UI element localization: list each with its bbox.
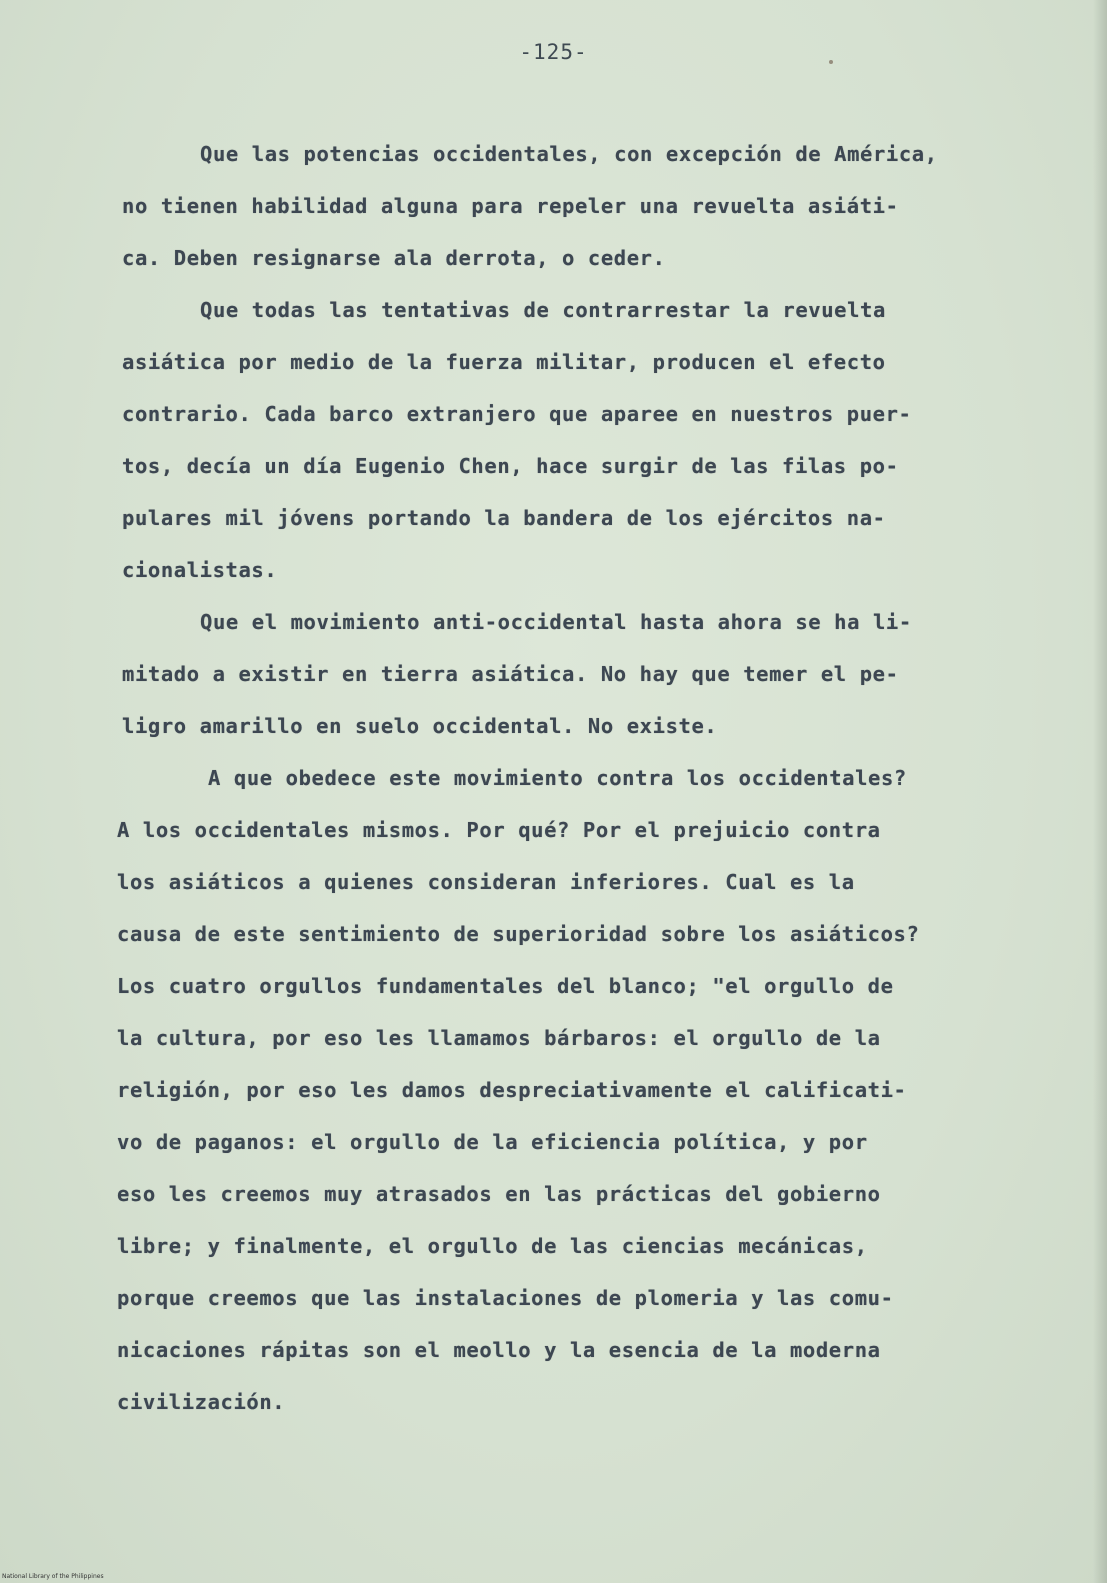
text-line: eso les creemos muy atrasados en las prácticas del gobierno — [117, 1182, 881, 1206]
text-line: ligro amarillo en suelo occidental. No existe. — [122, 714, 718, 738]
text-line: nicaciones rápitas son el meollo y la esencia de la moderna — [117, 1338, 881, 1362]
text-line: libre; y finalmente, el orgullo de las ciencias mecánicas, — [117, 1234, 868, 1258]
text-line: Que las potencias occidentales, con excepción de América, — [200, 142, 938, 166]
text-line: cionalistas. — [122, 558, 278, 582]
text-line: Que todas las tentativas de contrarrestar la revuelta — [200, 298, 886, 322]
paper-speck — [829, 60, 833, 64]
text-line: A los occidentales mismos. Por qué? Por el prejuicio contra — [117, 818, 881, 842]
text-line: no tienen habilidad alguna para repeler una revuelta asiáti- — [122, 194, 899, 218]
text-line: la cultura, por eso les llamamos bárbaros: el orgullo de la — [117, 1026, 881, 1050]
text-line: contrario. Cada barco extranjero que aparee en nuestros puer- — [122, 402, 912, 426]
text-line: mitado a existir en tierra asiática. No hay que temer el pe- — [122, 662, 899, 686]
text-line: religión, por eso les damos despreciativamente el calificati- — [117, 1078, 907, 1102]
text-line: asiática por medio de la fuerza militar, producen el efecto — [122, 350, 886, 374]
text-line: A que obedece este movimiento contra los occidentales? — [208, 766, 907, 790]
text-line: pulares mil jóvens portando la bandera de los ejércitos na- — [122, 506, 886, 530]
text-line: ca. Deben resignarse ala derrota, o ceder. — [122, 246, 666, 270]
page-number: -125- — [519, 40, 588, 64]
text-line: Los cuatro orgullos fundamentales del blanco; "el orgullo de — [117, 974, 894, 998]
text-line: tos, decía un día Eugenio Chen, hace surgir de las filas po- — [122, 454, 899, 478]
page-edge-shadow — [1093, 0, 1107, 1583]
text-line: vo de paganos: el orgullo de la eficiencia política, y por — [117, 1130, 868, 1154]
text-line: porque creemos que las instalaciones de plomeria y las comu- — [117, 1286, 894, 1310]
text-line: causa de este sentimiento de superioridad sobre los asiáticos? — [117, 922, 920, 946]
library-footer: National Library of the Philippines — [2, 1573, 104, 1580]
text-line: Que el movimiento anti-occidental hasta ahora se ha li- — [200, 610, 912, 634]
text-line: los asiáticos a quienes consideran inferiores. Cual es la — [117, 870, 855, 894]
text-line: civilización. — [117, 1390, 286, 1414]
